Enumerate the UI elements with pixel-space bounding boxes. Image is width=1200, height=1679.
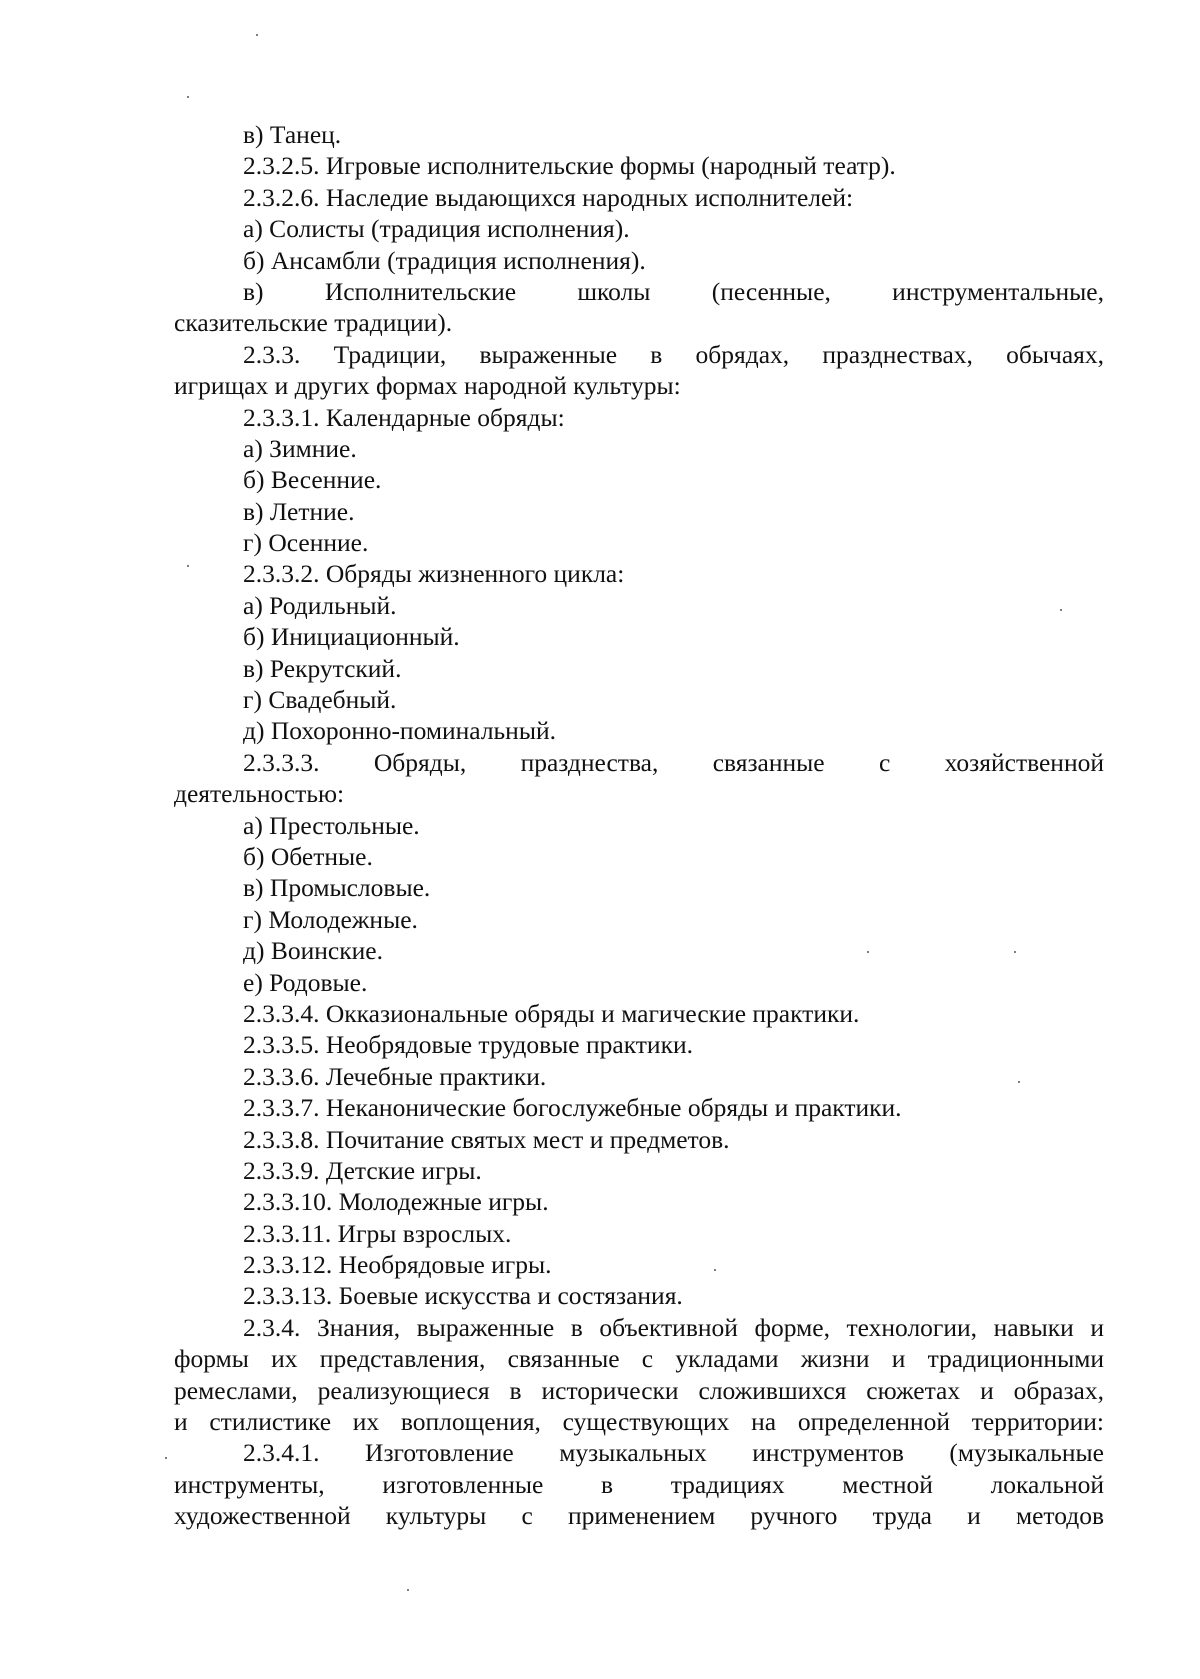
list-item: в) Промысловые. [243,873,431,903]
list-item: в) Танец. [243,120,342,149]
paragraph-line: ремеслами, реализующиеся в исторически сложившихся сюжетах и образах, [174,1375,1104,1405]
section-heading: 2.3.3.2. Обряды жизненного цикла: [243,559,625,589]
scan-speck [407,1589,409,1591]
list-item: г) Свадебный. [243,685,397,715]
paragraph-line: художественной культуры с применением ручного труда и методов [174,1501,1104,1531]
section-heading: 2.3.3.13. Боевые искусства и состязания. [243,1281,683,1311]
list-item: в) Рекрутский. [243,653,402,683]
list-item: в) Исполнительские школы (песенные, инструментальные, [243,276,1104,306]
section-heading: 2.3.4. Знания, выраженные в объективной форме, технологии, навыки и [243,1312,1104,1342]
section-heading: 2.3.2.6. Наследие выдающихся народных исполнителей: [243,182,854,212]
list-item: д) Воинские. [243,936,383,966]
section-heading: 2.3.3.7. Неканонические богослужебные обряды и практики. [243,1093,902,1123]
list-item: е) Родовые. [243,967,368,997]
paragraph-line: инструменты, изготовленные в традициях местной локальной [174,1469,1104,1499]
list-item: а) Родильный. [243,590,397,620]
section-heading: 2.3.3.12. Необрядовые игры. [243,1250,552,1280]
paragraph-line: и стилистике их воплощения, существующих на определенной территории: [174,1407,1104,1437]
list-item: б) Весенние. [243,465,382,495]
list-item: г) Осенние. [243,528,369,558]
scan-speck [1060,609,1062,611]
list-item: а) Престольные. [243,810,420,840]
list-item: г) Молодежные. [243,904,418,934]
list-item: б) Обетные. [243,841,373,871]
document-body [174,119,1104,1532]
section-heading: 2.3.3.10. Молодежные игры. [243,1187,549,1217]
section-heading: 2.3.2.5. Игровые исполнительские формы (народный театр). [243,151,896,181]
section-heading: 2.3.3.11. Игры взрослых. [243,1218,512,1248]
section-heading: 2.3.4.1. Изготовление музыкальных инструментов (музыкальные [243,1438,1104,1468]
section-heading: 2.3.3.4. Окказиональные обряды и магические практики. [243,998,860,1028]
section-heading: 2.3.3.6. Лечебные практики. [243,1061,547,1091]
paragraph-line: игрищах и других формах народной культуры: [174,371,681,401]
section-heading: 2.3.3.8. Почитание святых мест и предметов. [243,1124,730,1154]
paragraph-line: сказительские традиции). [174,308,453,338]
paragraph-line: деятельностью: [174,779,345,809]
list-item: б) Ансамбли (традиция исполнения). [243,245,646,275]
scan-speck [714,1269,716,1271]
section-heading: 2.3.3.1. Календарные обряды: [243,402,565,432]
section-heading: 2.3.3.3. Обряды, празднества, связанные с хозяйственной [243,747,1104,777]
section-heading: 2.3.3.5. Необрядовые трудовые практики. [243,1030,693,1060]
section-heading: 2.3.3.9. Детские игры. [243,1155,482,1185]
list-item: а) Зимние. [243,433,357,463]
scan-speck [867,951,869,953]
scan-speck [187,565,189,567]
scan-speck [165,1457,167,1459]
scan-speck [1014,951,1016,953]
scan-speck [187,96,189,98]
list-item: в) Летние. [243,496,355,526]
paragraph-line: формы их представления, связанные с укладами жизни и традиционными [174,1344,1104,1374]
list-item: д) Похоронно-поминальный. [243,716,556,746]
section-heading: 2.3.3. Традиции, выраженные в обрядах, празднествах, обычаях, [243,339,1104,369]
list-item: б) Инициационный. [243,622,460,652]
list-item: а) Солисты (традиция исполнения). [243,214,630,244]
scan-speck [1018,1081,1020,1083]
scan-speck [256,34,258,36]
